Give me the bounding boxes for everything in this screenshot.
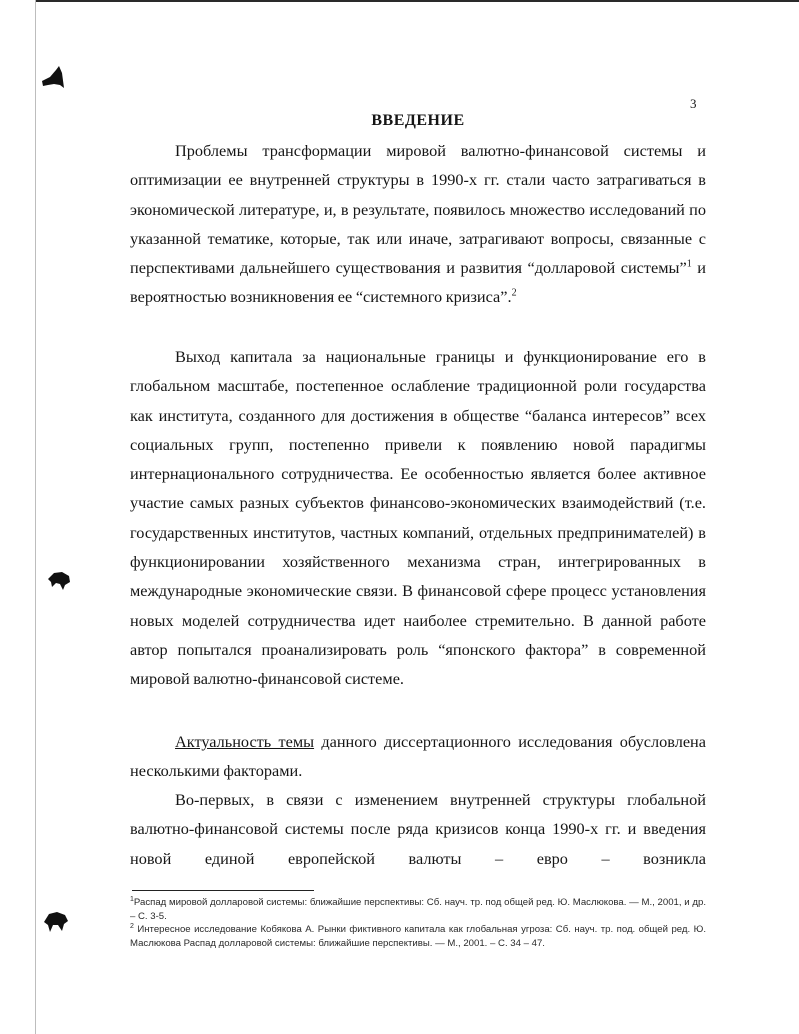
- footnote-2-mark: 2: [130, 923, 134, 930]
- footnote-2: [130, 923, 706, 950]
- paragraph-relevance: [130, 727, 706, 786]
- punch-hole-blot-bottom: [42, 910, 70, 934]
- footnote-2-text: Интересное исследование Кобякова А. Рынки фиктивного капитала как глобальная угроза: Сб. науч. тр. под. общей ред. Ю. Маслюкова Распад долларовой системы: ближайшие перспективы. — М., 2001. – С. 34 – 47.: [130, 924, 706, 949]
- paragraph-intro-text-continued: и вероятностью возникновения ее “системного кризиса”.: [130, 258, 706, 307]
- paragraph-capital-outflow: [130, 342, 706, 694]
- paragraph-firstly: [130, 785, 706, 873]
- page-number: 3: [690, 96, 697, 111]
- scan-edge-top: [36, 0, 799, 2]
- footnote-1: [130, 896, 706, 923]
- scan-edge-left: [35, 0, 36, 1034]
- page-title: ВВЕДЕНИЕ: [371, 112, 465, 129]
- footnotes: [130, 896, 706, 950]
- paragraph-intro-text: Проблемы трансформации мировой валютно-финансовой системы и оптимизации ее внутренней структуры в 1990-х гг. стали часто затрагиваться в экономической литературе, и, в результате, появилось множество исследований по указанной тематике, которые, так или иначе, затрагивают вопросы, связанные с перспективами дальнейшего существования и развития “долларовой системы”: [130, 141, 706, 278]
- paragraph-intro: [130, 136, 706, 312]
- footnote-ref-1[interactable]: 1: [686, 258, 692, 270]
- footnote-ref-2[interactable]: 2: [511, 288, 517, 300]
- footnote-1-mark: 1: [130, 895, 134, 903]
- paragraph-firstly-text: Во-первых, в связи с изменением внутренней структуры глобальной валютно-финансовой системы после ряда кризисов конца 1990-х гг. и введения новой единой европейской валюты – евро – возникла: [130, 790, 706, 868]
- paragraph-relevance-text: данного диссертационного исследования обусловлена несколькими факторами.: [130, 732, 706, 781]
- footnote-separator: [132, 890, 314, 891]
- relevance-heading: Актуальность темы: [175, 732, 315, 751]
- punch-hole-blot-top: [40, 64, 70, 94]
- paragraph-capital-outflow-text: Выход капитала за национальные границы и функционирование его в глобальном масштабе, постепенное ослабление традиционной роли государства как института, созданного для достижения в обществе “баланса интересов” всех социальных групп, постепенно привели к появлению новой парадигмы интернационального сотрудничества. Ее особенностью является более активное участие самых разных субъектов финансово-экономических взаимодействий (т.е. государственных институтов, частных компаний, отдельных предпринимателей) в функционировании хозяйственного механизма стран, интегрированных в международные экономические связи. В финансовой сфере процесс установления новых моделей сотрудничества идет наиболее стремительно. В данной работе автор попытался проанализировать роль “японского фактора” в современной мировой валютно-финансовой системе.: [130, 347, 706, 689]
- footnote-1-text: Распад мировой долларовой системы: ближайшие перспективы: Сб. науч. тр. под общей ред. Ю. Маслюкова. — М., 2001, и др. – С. 3-5.: [130, 897, 706, 922]
- punch-hole-blot-middle: [46, 570, 72, 592]
